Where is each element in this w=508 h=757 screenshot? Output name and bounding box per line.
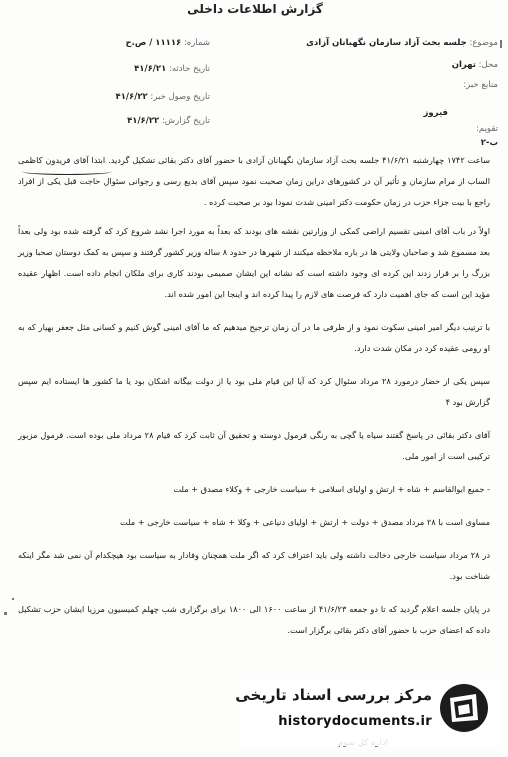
report-date-field — [60, 116, 210, 126]
event-date-field — [60, 64, 210, 74]
event-date-label: تاریخ حادثه: — [168, 64, 210, 74]
report-date-value: ۴۱/۶/۲۲ — [127, 116, 160, 126]
subject-value: جلسه بحث آزاد سازمان نگهبانان آزادی — [306, 38, 467, 48]
paragraph-9: در پایان جلسه اعلام گردید که تا دو جمعه ۴۱/۶/۲۳ از ساعت ۱۶۰۰ الی ۱۸۰۰ برای برگزاری شب چهلم کمیسیون مرزیا ایشان حزب تشکیل داده که اعضای حزب با حضور آقای دکتر بقائی برگزار است. — [18, 604, 490, 635]
number-value: ۱۱۱۱۶ / ص.ح — [125, 38, 182, 48]
evaluation-field — [476, 124, 498, 134]
evaluation-label: تقویم: — [476, 124, 498, 134]
watermark-name: مرکز بررسی اسناد تاریخی — [235, 686, 432, 704]
paragraph-4: سپس یکی از حضار درمورد ۲۸ مرداد سئوال کرد که آیا این قیام ملی بود یا از دولت بیگانه اشکان بود یا ما کشور ها ایستاده ایم سپس گزارش بود ۴ — [18, 376, 490, 407]
watermark-url: historydocuments.ir — [278, 714, 432, 729]
number-label: شماره: — [183, 38, 210, 48]
paragraph-5: آقای دکتر بقائی در پاسخ گفتند سیاه یا گچی به رنگی فرمول دوسته و تحقیق آن ثابت کرد که قیام ۲۸ مرداد ملی بوده است. فرمول مزبور ترکیبی است از امور ملی. — [18, 430, 490, 461]
informant-field — [424, 108, 449, 118]
received-date-field — [60, 92, 210, 102]
paragraph-6: - جمیع ابوالقاسم + شاه + ارتش و اولیای اسلامی + سیاست خارجی + وکلاء مصدق + ملت — [173, 484, 490, 494]
scan-speck — [4, 612, 7, 615]
place-value: تهران — [451, 60, 476, 70]
received-date-label: تاریخ وصول خبر: — [150, 92, 210, 102]
grade-field — [481, 138, 498, 148]
archive-logo-icon — [438, 682, 490, 734]
place-field — [452, 60, 498, 70]
grade-value: ب-۲ — [480, 138, 498, 148]
scan-speck — [500, 40, 502, 48]
received-date-value: ۴۱/۶/۲۲ — [115, 92, 148, 102]
subject-label: موضوع: — [469, 38, 498, 48]
paragraph-7: مساوی است با ۲۸ مرداد مصدق + دولت + ارتش + اولیای دنیاعی + وکلا + شاه + سیاست خارجی + ملت — [120, 517, 490, 527]
paragraph-3: با ترتیب دیگر امیر امینی سکوت نمود و از طرفی ما در آن زمان ترجیح میدهیم که ما آقای امینی گوش کنیم و کسانی مثل جعفر بهیار که به او رومی عقیده کرد در مکان شدت دارد. — [18, 322, 490, 353]
watermark — [235, 680, 500, 746]
source-field — [463, 80, 498, 90]
scan-speck — [12, 598, 14, 600]
place-label: محل: — [478, 60, 498, 70]
document-title: گزارش اطلاعات داخلی — [187, 2, 323, 16]
event-date-value: ۴۱/۶/۲۱ — [134, 64, 167, 74]
source-label: منابع خبر: — [463, 80, 498, 90]
informant-value: فیروز — [423, 108, 448, 118]
report-date-label: تاریخ گزارش: — [161, 116, 210, 126]
paragraph-2: اولاً در باب آقای امینی تقسیم اراضی کمکی از وزارتین نقشه های بودند که بعداً به مورد اجرا نشد شروع کرد که گرفته شده بود ولی بعداً بعد مسموع شد و صاحبان ولایتی ها در باره ملاحظه میکنند از شهرها در حدود ۸ ساله وزیر کشور گرفتند و سپس به کمک دوستان صحبا وزیر بزرگ را بر قرار زدند این کرده ای وجود داشته است که نشانه این ایشان صمیمی بودند کاری برای ملکان انجام داده است. اظهار عقیده مؤید این است که جای اهمیت دارد که فرصت های لازم را پیدا کرده اند و اینجا این امور شده اند. — [18, 226, 490, 299]
paragraph-8: در ۲۸ مرداد سیاست خارجی دخالت داشته ولی باید اعتراف کرد که اگر ملت همچنان وفادار به سیاست بود هیچکدام آن نمی شد مگر اینکه شناخت بود. — [18, 550, 490, 581]
report-body — [18, 150, 490, 653]
number-field — [60, 38, 210, 48]
subject-field — [306, 38, 498, 48]
paragraph-1: ساعت ۱۷۴۲ چهارشنبه ۴۱/۶/۲۱ جلسه بحث آزاد سازمان نگهبانان آزادی با حضور آقای دکتر بقائی تشکیل گردید. ابتدا آقای فریدون کاظمی الساب از مرام سازمان و تأثیر آن در کشورهای دراین زمان صحبت نمود سپس آقای بدیع رسی و رجوانی سئوال حاجت قبل یکی از افراد راجع با بیت جزاء حزب در زمان حکومت دکتر امینی شدت نمودا بود بر صحبت کرده . — [18, 155, 490, 207]
